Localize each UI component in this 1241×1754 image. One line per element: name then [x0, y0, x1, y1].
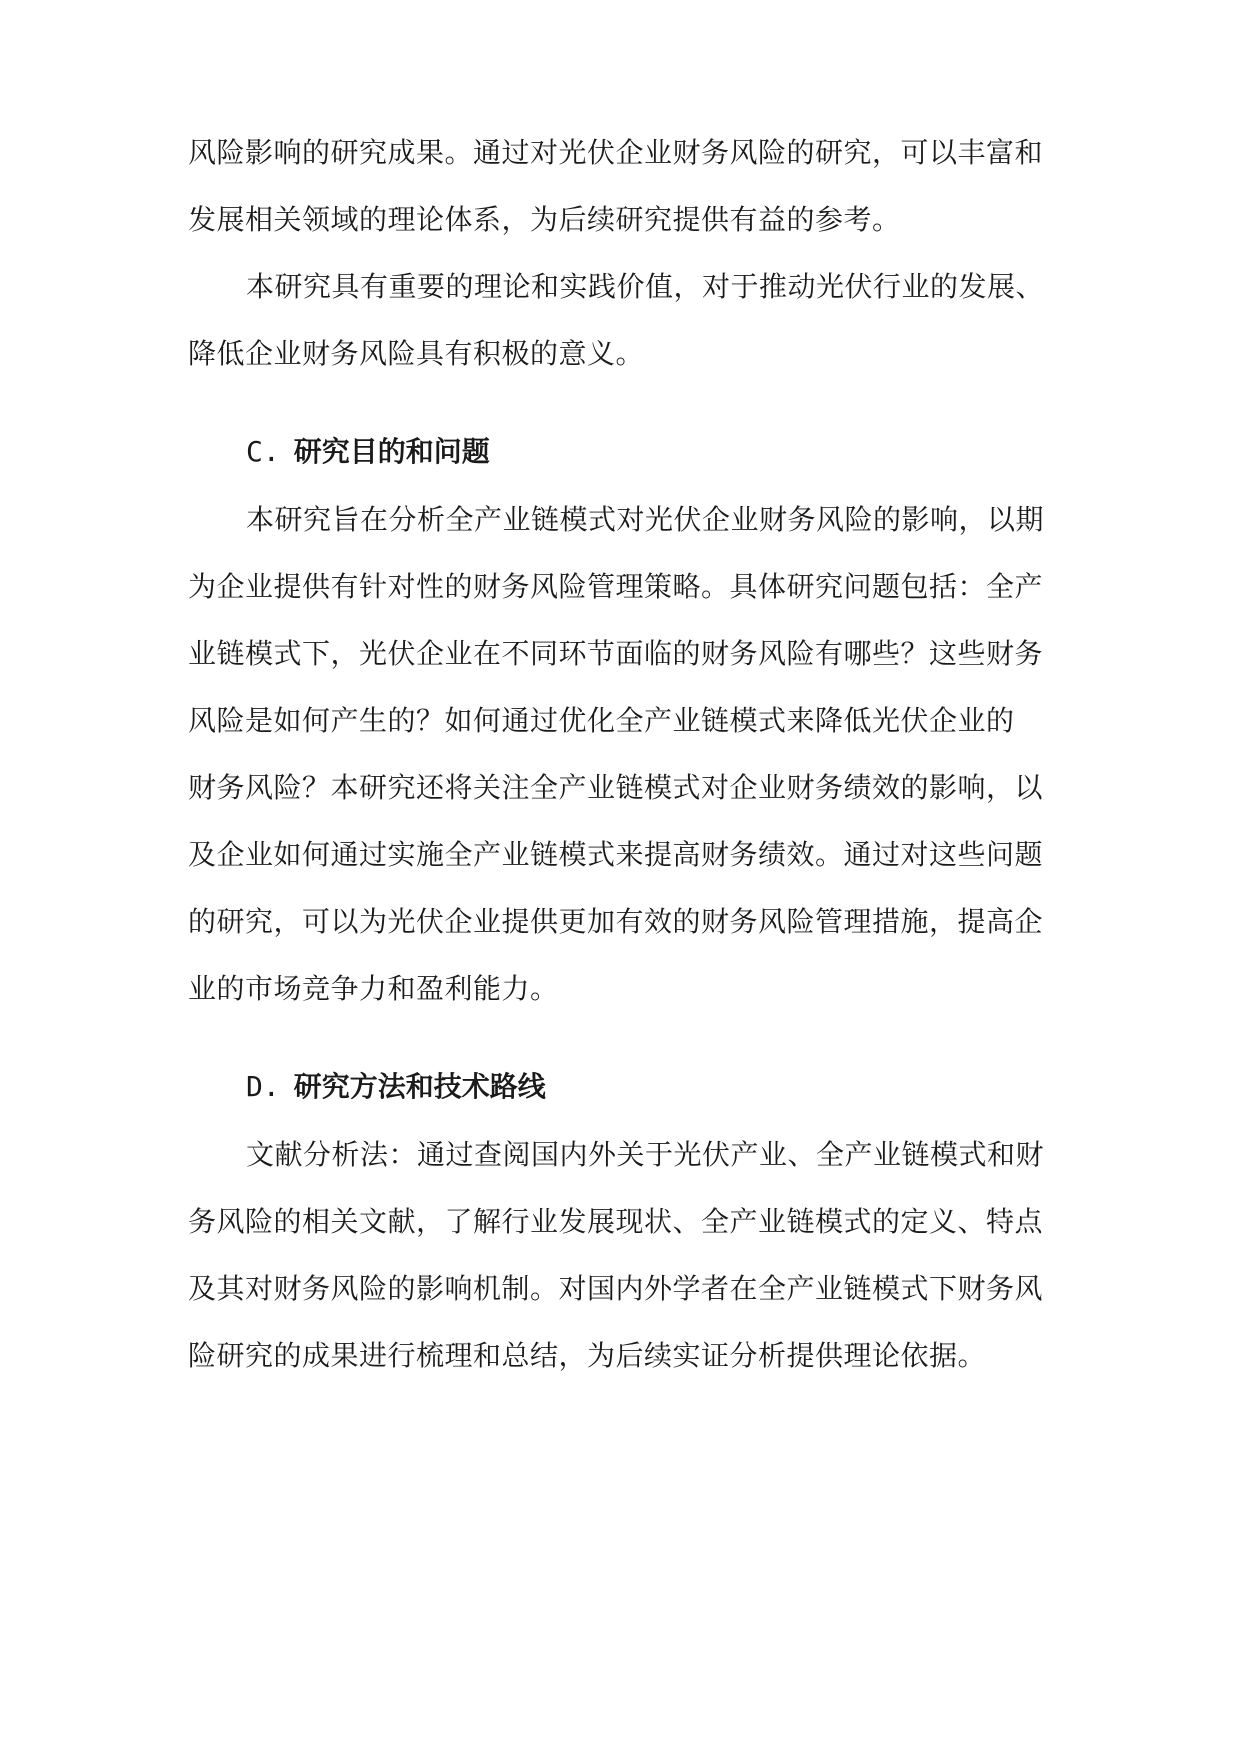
- paragraph-line: 财务风险？本研究还将关注全产业链模式对企业财务绩效的影响，以: [188, 771, 1044, 804]
- paragraph-line: 险研究的成果进行梳理和总结，为后续实证分析提供理论依据。: [188, 1339, 987, 1372]
- paragraph-line: 的研究，可以为光伏企业提供更加有效的财务风险管理措施，提高企: [188, 905, 1044, 938]
- paragraph-line: 本研究具有重要的理论和实践价值，对于推动光伏行业的发展、: [246, 270, 1045, 303]
- section-heading-d: [246, 1067, 546, 1107]
- paragraph-line: 及其对财务风险的影响机制。对国内外学者在全产业链模式下财务风: [188, 1272, 1044, 1305]
- paragraph-line: 发展相关领域的理论体系，为后续研究提供有益的参考。: [188, 203, 901, 236]
- paragraph-line: 文献分析法：通过查阅国内外关于光伏产业、全产业链模式和财: [246, 1138, 1045, 1171]
- paragraph-line: 风险影响的研究成果。通过对光伏企业财务风险的研究，可以丰富和: [188, 136, 1044, 169]
- section-heading-c: [246, 432, 490, 472]
- section-heading-title: 研究方法和技术路线: [293, 1070, 546, 1103]
- paragraph-line: 为企业提供有针对性的财务风险管理策略。具体研究问题包括：全产: [188, 570, 1044, 603]
- section-heading-label: D.: [246, 1070, 280, 1103]
- paragraph-line: 业链模式下，光伏企业在不同环节面临的财务风险有哪些？这些财务: [188, 637, 1044, 670]
- paragraph-line: 务风险的相关文献，了解行业发展现状、全产业链模式的定义、特点: [188, 1205, 1044, 1238]
- section-heading-title: 研究目的和问题: [293, 435, 490, 468]
- paragraph-line: 业的市场竞争力和盈利能力。: [188, 972, 559, 1005]
- paragraph-line: 及企业如何通过实施全产业链模式来提高财务绩效。通过对这些问题: [188, 838, 1044, 871]
- paragraph-line: 风险是如何产生的？如何通过优化全产业链模式来降低光伏企业的: [188, 704, 1015, 737]
- paragraph-line: 本研究旨在分析全产业链模式对光伏企业财务风险的影响，以期: [246, 503, 1045, 536]
- paragraph-line: 降低企业财务风险具有积极的意义。: [188, 337, 645, 370]
- section-heading-label: C.: [246, 435, 280, 468]
